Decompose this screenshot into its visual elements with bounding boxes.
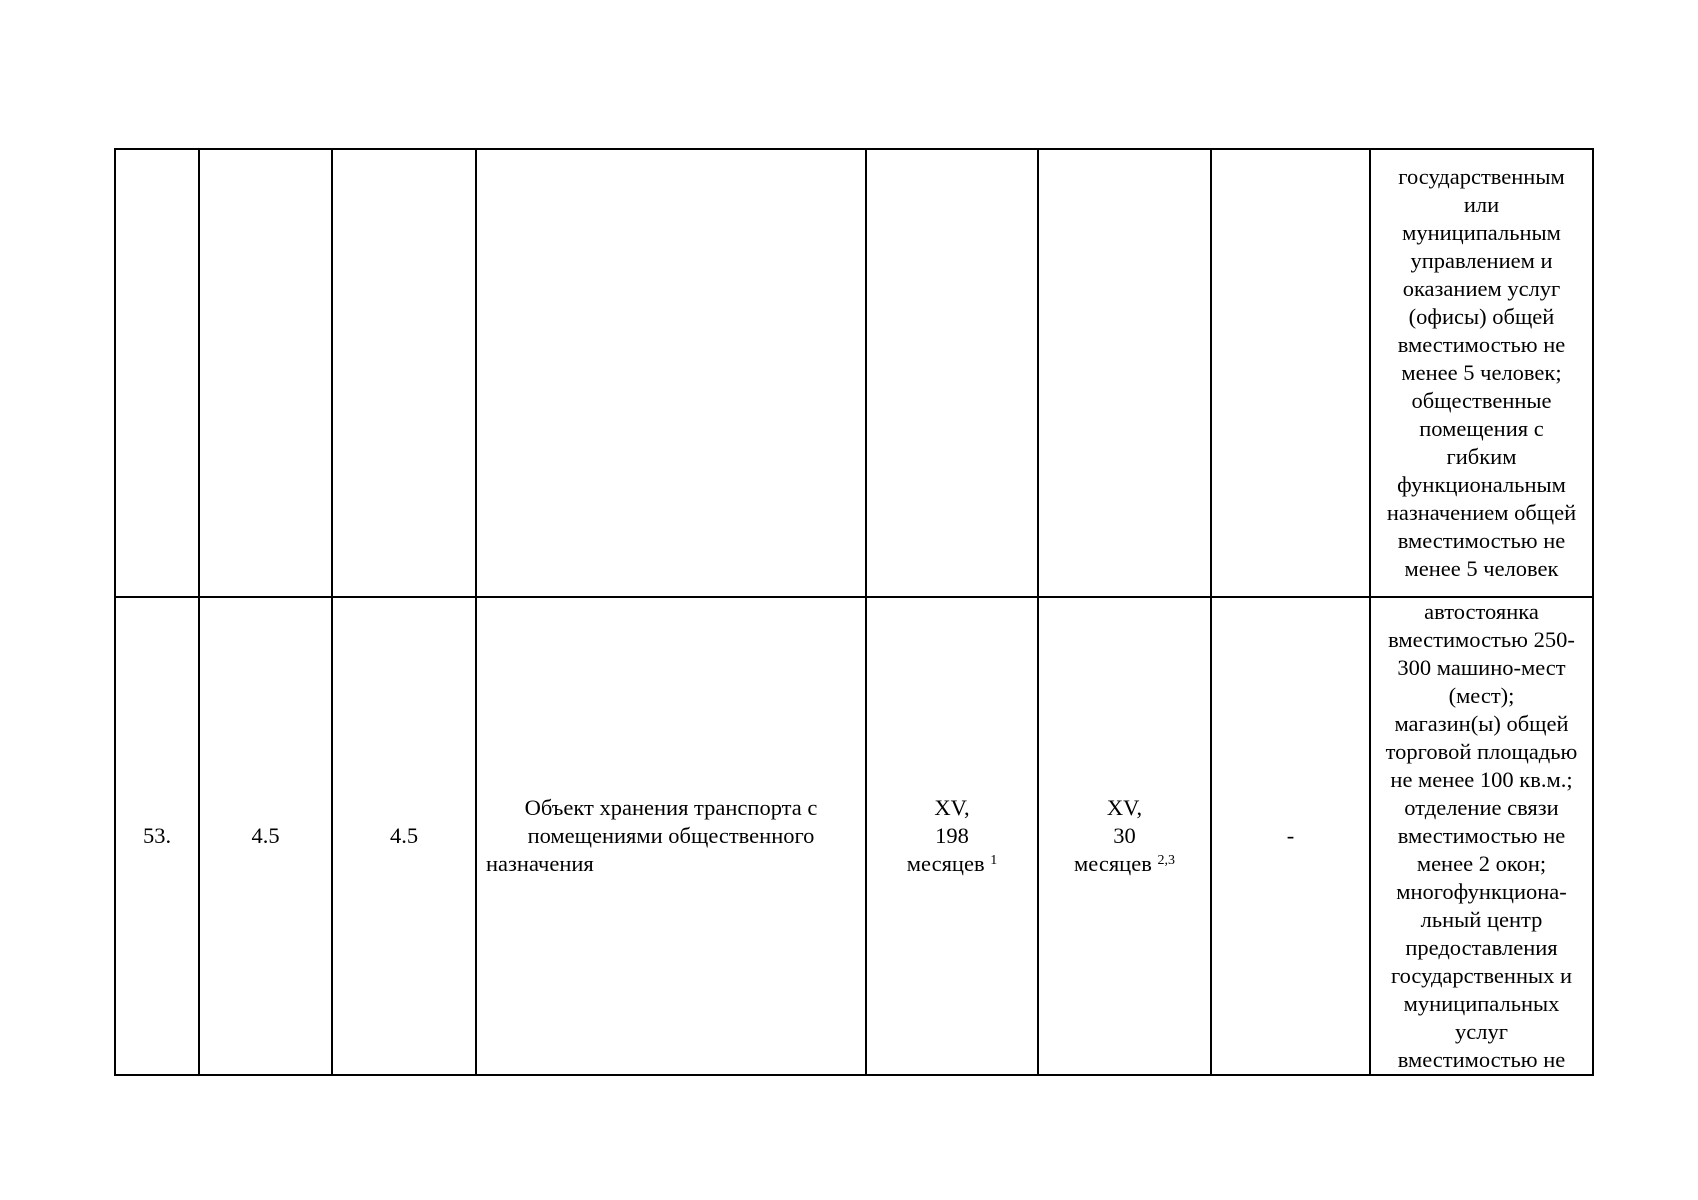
conditions-line: предоставления	[1405, 935, 1558, 960]
footnote-ref: 1	[990, 853, 998, 868]
conditions-line: многофункциона-	[1396, 879, 1567, 904]
row-number-cell	[115, 149, 199, 597]
conditions-line: вместимостью не	[1397, 823, 1566, 848]
conditions-line: (мест);	[1448, 683, 1515, 708]
row-number-cell: 53.	[115, 597, 199, 1075]
zoning-table	[114, 148, 1594, 1076]
conditions-line: услуг	[1455, 1019, 1508, 1044]
conditions-cell	[1370, 149, 1593, 597]
conditions-line: менее 5 человек;	[1401, 360, 1562, 385]
conditions-line: государственным	[1398, 164, 1565, 189]
conditions-line: функциональным	[1397, 472, 1566, 497]
conditions-line: менее 2 окон;	[1416, 851, 1547, 876]
conditions-line: автостоянка	[1424, 599, 1539, 624]
code-a-cell	[199, 149, 332, 597]
column6-cell	[1038, 597, 1211, 1075]
conditions-line: (офисы) общей	[1408, 304, 1555, 329]
column5-line: 198	[935, 823, 969, 848]
footnote-ref: 2,3	[1157, 853, 1175, 868]
code-a-cell: 4.5	[199, 597, 332, 1075]
conditions-line: вместимостью 250-	[1388, 627, 1575, 652]
conditions-line: отделение связи	[1404, 795, 1559, 820]
conditions-line: управлением и	[1410, 248, 1553, 273]
conditions-line: муниципальных	[1403, 991, 1560, 1016]
column6-cell	[1038, 149, 1211, 597]
description-cell: Объект хранения транспорта с помещениями общественного назначения	[476, 597, 866, 1075]
conditions-line: муниципальным	[1402, 220, 1561, 245]
conditions-line: торговой площадью	[1385, 739, 1578, 764]
table-row	[115, 597, 1593, 1075]
column5-months-line	[876, 850, 1028, 878]
conditions-line: магазин(ы) общей	[1394, 711, 1569, 736]
description-cell	[476, 149, 866, 597]
column7-cell: -	[1211, 597, 1370, 1075]
code-b-cell: 4.5	[332, 597, 476, 1075]
column5-cell	[866, 597, 1038, 1075]
conditions-line: вместимостью не	[1397, 528, 1566, 553]
conditions-line: менее 5 человек	[1404, 556, 1559, 581]
column7-cell	[1211, 149, 1370, 597]
code-b-cell	[332, 149, 476, 597]
conditions-line: не менее 100 кв.м.;	[1390, 767, 1573, 792]
conditions-cell	[1370, 597, 1593, 1075]
column6-months-line	[1048, 850, 1201, 878]
conditions-line: вместимостью не	[1397, 332, 1566, 357]
conditions-line: 300 машино-мест	[1397, 655, 1566, 680]
column6-line: XV,	[1106, 795, 1143, 820]
column5-line: XV,	[934, 795, 970, 820]
column6-line: 30	[1113, 823, 1136, 848]
conditions-line: оказанием услуг	[1402, 276, 1561, 301]
table-row	[115, 149, 1593, 597]
conditions-line: или	[1463, 192, 1500, 217]
conditions-line: помещения с	[1419, 416, 1544, 441]
months-text: месяцев	[906, 851, 985, 876]
conditions-line: назначением общей	[1386, 500, 1577, 525]
months-text: месяцев	[1074, 851, 1152, 876]
conditions-line: гибким	[1446, 444, 1517, 469]
column5-cell	[866, 149, 1038, 597]
conditions-line: вместимостью не	[1397, 1047, 1566, 1072]
conditions-line: общественные	[1411, 388, 1552, 413]
conditions-line: льный центр	[1420, 907, 1543, 932]
conditions-line: государственных и	[1390, 963, 1573, 988]
